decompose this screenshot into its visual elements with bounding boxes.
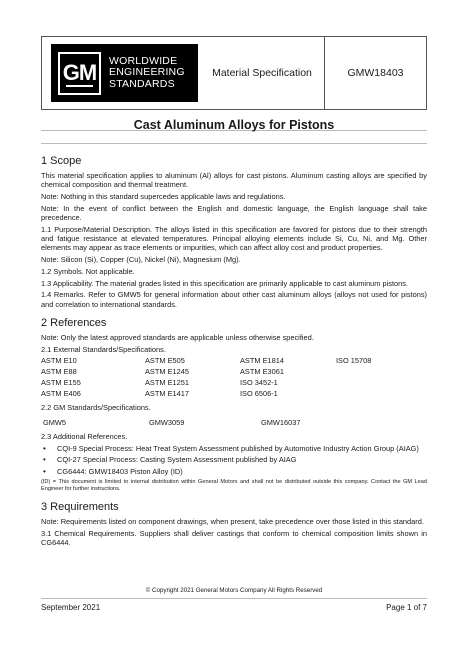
list-item: • CQI-9 Special Process: Heat Treat System Assessment published by Automotive Industry Action Group (AIAG)	[57, 444, 427, 453]
copyright-notice: © Copyright 2021 General Motors Company All Rights Reserved	[145, 587, 323, 594]
table-cell: ASTM E406	[41, 389, 81, 399]
org-name: WORLDWIDE ENGINEERING STANDARDS	[109, 54, 185, 90]
paragraph: This material specification applies to aluminum (Al) alloys for cast pistons. Aluminum casting alloys are specified by chemical composition and thermal treatment.	[41, 171, 427, 190]
section-references	[41, 317, 427, 493]
doc-type: Material Specification	[200, 37, 325, 109]
table-cell: ISO 15708	[336, 356, 372, 366]
subsection-heading: 2.3 Additional References.	[41, 431, 128, 441]
gm-logo: GM	[58, 52, 101, 95]
table-cell	[336, 378, 371, 389]
document-body	[41, 155, 427, 555]
table-cell	[336, 367, 371, 378]
subsection-heading: 2.1 External Standards/Specifications.	[41, 344, 166, 354]
table-row	[41, 378, 371, 389]
external-standards-table	[41, 356, 371, 400]
title-divider	[41, 143, 427, 144]
table-cell: ASTM E1251	[145, 378, 189, 388]
section-requirements	[41, 501, 427, 547]
document-header	[41, 36, 427, 110]
paragraph: 1.1 Purpose/Material Description. The alloys listed in this specification are favored for pistons due to their strength and fatigue resistance at elevated temperatures. Principal alloying elements include Si, Cu, Ni, and Mg. Other elements may appear as trace elements or impurities, which can affect alloy cost and product properties.	[41, 224, 427, 253]
table-cell: ISO 3452-1	[240, 378, 278, 388]
paragraph: Note: Requirements listed on component drawings, when present, take precedence over those listed in this standard.	[41, 516, 424, 526]
page-number: Page 1 of 7	[386, 603, 427, 612]
footer-divider	[41, 598, 427, 599]
section-heading: 3 Requirements	[41, 500, 119, 513]
footer-date: September 2021	[41, 603, 101, 612]
section-scope	[41, 155, 427, 309]
table-row	[41, 367, 371, 378]
table-cell: GMW3059	[149, 417, 185, 427]
paragraph: Note: Nothing in this standard supercedes applicable laws and regulations.	[41, 192, 286, 201]
gm-brand-block	[51, 44, 198, 102]
paragraph: 1.2 Symbols. Not applicable.	[41, 266, 135, 276]
table-cell	[336, 389, 371, 400]
paragraph: Note: Only the latest approved standards are applicable unless otherwise specified.	[41, 332, 314, 342]
paragraph: 3.1 Chemical Requirements. Suppliers shall deliver castings that conform to chemical composition limits shown in CG6444.	[41, 528, 427, 547]
paragraph: 1.3 Applicability. The material grades listed in this specification are primarily applicable to cast aluminum pistons.	[41, 278, 408, 288]
logo-cell	[42, 37, 200, 109]
paragraph: Note: Silicon (Si), Copper (Cu), Nickel (Ni), Magnesium (Mg).	[41, 255, 241, 264]
list-item: • CG6444: GMW18403 Piston Alloy (ID)	[57, 467, 427, 476]
table-cell: ASTM E3061	[240, 367, 284, 377]
section-heading: 2 References	[41, 316, 107, 329]
table-cell: GMW16037	[261, 417, 301, 427]
distribution-note: (ID) = This document is limited to internal distribution within General Motors and shall not be distributed outside this company. Contact the GM Lead Engineer for further instructions.	[41, 478, 427, 492]
table-cell: ASTM E10	[41, 356, 77, 366]
additional-references-list	[41, 444, 427, 477]
page-footer	[41, 603, 427, 612]
subsection-heading: 2.2 GM Standards/Specifications.	[41, 402, 151, 412]
table-cell: ASTM E155	[41, 378, 81, 388]
table-cell: ASTM E88	[41, 367, 77, 377]
section-heading: 1 Scope	[41, 155, 82, 167]
document-title: Cast Aluminum Alloys for Pistons	[133, 118, 335, 132]
table-row	[41, 356, 371, 367]
table-cell: ASTM E1417	[145, 389, 189, 399]
paragraph: Note: In the event of conflict between the English and domestic language, the English language shall take precedence.	[41, 203, 427, 222]
table-cell: ASTM E505	[145, 356, 185, 366]
table-cell: GMW5	[43, 417, 66, 427]
table-cell: ASTM E1245	[145, 367, 189, 377]
paragraph: 1.4 Remarks. Refer to GMW5 for general information about other cast aluminum alloys (alloys not used for pistons) and correlation to international standards.	[41, 290, 427, 309]
gm-standards-table	[41, 415, 302, 430]
table-cell: ISO 6506-1	[240, 389, 278, 399]
table-row	[43, 417, 300, 428]
table-row	[41, 389, 371, 400]
table-cell: ASTM E1814	[240, 356, 284, 366]
doc-number: GMW18403	[347, 67, 404, 79]
list-item: • CQI-27 Special Process: Casting System Assessment published by AIAG	[57, 455, 427, 464]
